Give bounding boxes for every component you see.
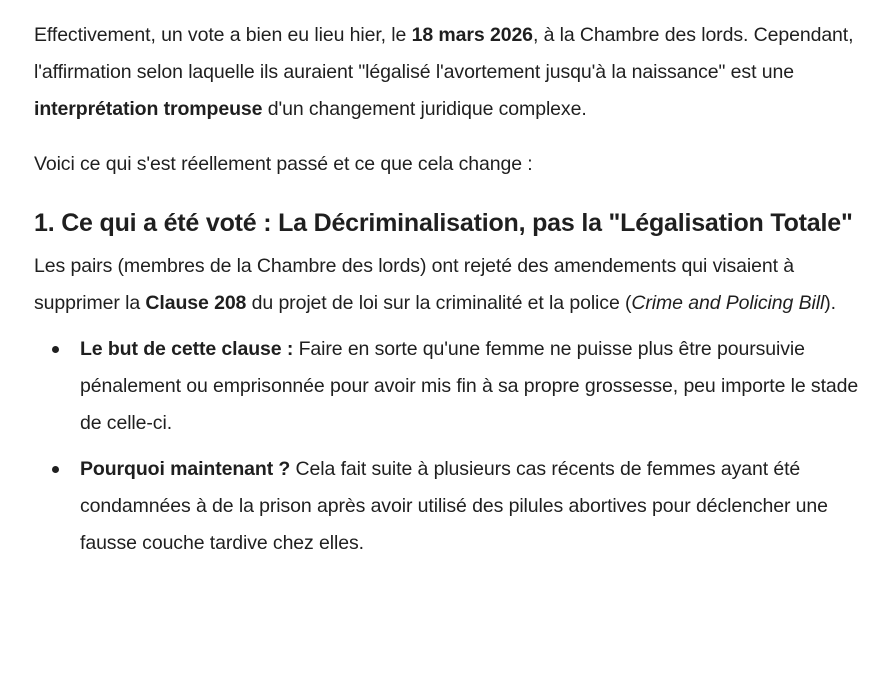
bullet-title: Pourquoi maintenant ?	[80, 458, 291, 480]
misleading-interpretation: interprétation trompeuse	[34, 98, 263, 120]
pairs-paragraph	[34, 248, 864, 322]
pairs-text-2: du projet de loi sur la criminalité et la police (	[246, 292, 632, 314]
bullet-text: Cela fait suite à plusieurs cas récents de femmes ayant été condamnées à de la prison après avoir utilisé des pilules abortives pour déclencher une fausse couche tardive chez elles.	[80, 458, 828, 554]
clause-name: Clause 208	[145, 292, 247, 314]
bullet-icon	[52, 466, 59, 473]
intro-text-1: Effectivement, un vote a bien eu lieu hier, le	[34, 24, 412, 46]
chat-response	[34, 17, 864, 571]
voici-paragraph: Voici ce qui s'est réellement passé et ce que cela change :	[34, 153, 533, 175]
bill-name: Crime and Policing Bill	[631, 292, 825, 314]
bullet-icon	[52, 346, 59, 353]
vote-date: 18 mars 2026	[411, 24, 533, 46]
intro-text-3: d'un changement juridique complexe.	[262, 98, 587, 120]
pairs-text-3: ).	[824, 292, 836, 314]
bullet-list	[34, 331, 864, 562]
list-item	[34, 331, 864, 442]
bullet-title: Le but de cette clause :	[80, 338, 294, 360]
pairs-text-1: Les pairs (membres de la Chambre des lords) ont rejeté des amendements qui visaient à supprimer la	[34, 255, 794, 314]
section-heading: 1. Ce qui a été voté : La Décriminalisation, pas la "Légalisation Totale"	[34, 209, 853, 237]
bullet-text: Faire en sorte qu'une femme ne puisse plus être poursuivie pénalement ou emprisonnée pour avoir mis fin à sa propre grossesse, peu importe le stade de celle-ci.	[80, 338, 859, 434]
list-item	[34, 451, 864, 562]
intro-paragraph	[34, 17, 864, 128]
intro-text-2: , à la Chambre des lords. Cependant, l'affirmation selon laquelle ils auraient "légalisé l'avortement jusqu'à la naissance" est une	[34, 24, 854, 83]
